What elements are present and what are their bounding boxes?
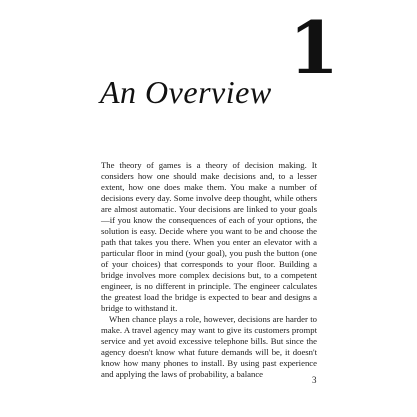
chapter-title: An Overview: [100, 74, 272, 110]
page-number: 3: [312, 375, 317, 385]
paragraph-2: When chance plays a role, however, decisions are harder to make. A travel agency may want to give its customers prompt service and yet avoid excessive telephone bills. But since the agency doesn't know what future demands will be, it doesn't know how many phones to install. By using past experience and applying the laws of probability, a balance: [101, 314, 317, 379]
paragraph-1: The theory of games is a theory of decision making. It considers how one should make decisions and, to a lesser extent, how one does make them. You make a number of decisions every day. Some involve deep thought, while others are almost automatic. Your decisions are linked to your goals—if you know the consequences of each of your options, the solution is easy. Decide where you want to be and choose the path that takes you there. When you enter an elevator with a particular floor in mind (your goal), you push the button (one of your choices) that corresponds to your floor. Building a bridge involves more complex decisions but, to a competent engineer, is no different in principle. The engineer calculates the greatest load the bridge is expected to bear and designs a bridge to withstand it.: [101, 160, 317, 313]
chapter-number: 1: [288, 5, 339, 90]
body-text: [101, 160, 317, 380]
